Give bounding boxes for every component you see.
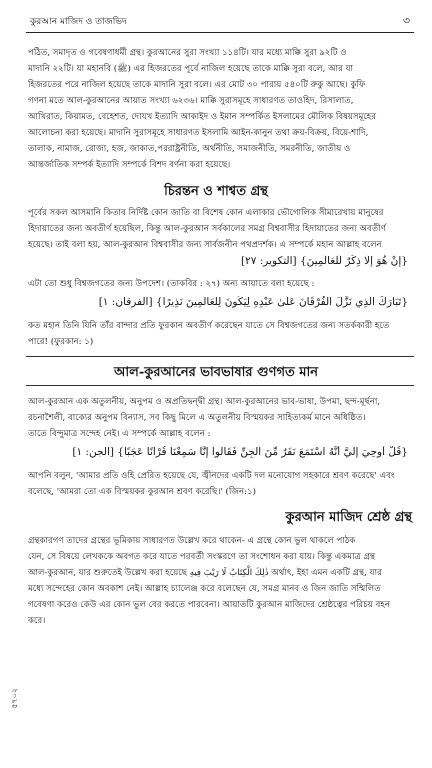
- body-line: করে।: [28, 616, 46, 626]
- intro-line: আখিরাত, কিয়ামত, বেহেশত, দোযখ ইত্যাদি আকাইদ ও ইমান সম্পর্কিত ইসলামের মৌলিক বিষয়সমূহের: [28, 112, 377, 122]
- margin-code: ৫৭০২: [10, 688, 19, 709]
- section-heading: কুরআন মাজিদ শ্রেষ্ঠ গ্রন্থ: [285, 510, 412, 525]
- running-header-title: কুরআন মাজিদ ও তাজভিদ: [30, 17, 127, 27]
- body-line: বলেছে, 'আমরা তো এক বিস্ময়কর কুরআন শ্রবণ করেছি।' (জিন:১): [28, 487, 256, 497]
- section-heading: চিরন্তন ও শাশ্বত গ্রন্থ: [164, 184, 268, 199]
- arabic-verse: {قُلْ أُوحِيَ إِلَيَّ أَنَّهُ اسْتَمَعَ نَفَرٌ مِّنَ الْجِنِّ فَقَالُوا إِنَّا سَمِعْنَا قُرْآنًا عَجَبًا} [الجن: ١]: [72, 446, 408, 458]
- intro-line: পঠিত, সমাদৃত ও গবেষণাধর্মী গ্রন্থ। কুরআনের সুরা সংখ্যা ১১৪টি। যার মধ্যে মাক্কি সুরা ৯২টি ও: [28, 48, 347, 58]
- body-line: গবেষণা করেও কেউ এর কোন ভুল বের করতে পারবেনা। আয়াতটি কুরআন মাজিদের শ্রেষ্ঠত্বের পরিচয় বহন: [28, 600, 390, 610]
- section-heading: আল-কুরআনের ভাবভাষার গুণগত মান: [113, 365, 319, 380]
- intro-line: তালাক, নামাজ, রোজা, হজ, জাকাত,পররাষ্ট্রনীতি, অর্থনীতি, সমাজনীতি, সমরনীতি, জাতীয় ও: [28, 144, 351, 154]
- body-line: আপনি বলুন, 'আমার প্রতি ওহি প্রেরিত হয়েছে যে, জ্বীনদের একটি দল মনোযোগ সহকারে শ্রবণ করেছে' এবং: [28, 471, 395, 481]
- body-line: কত মহান তিনি যিনি তাঁর বান্দার প্রতি ফুরকান অবতীর্ণ করেছেন যাতে সে বিশ্বজগতের জন্য সতর্ককারী হতে: [28, 321, 390, 331]
- body-line: পূর্বের সকল আসমানি কিতাব নির্দিষ্ট কোন জাতি বা বিশেষ কোন এলাকার ভৌগোলিক সীমারেখায় মানুষের: [28, 208, 384, 218]
- intro-line: আন্তর্জাতিক সম্পর্ক ইত্যাদি সম্পর্কে বিশদ বর্ণনা করা হয়েছে।: [28, 160, 231, 170]
- body-line: এটা তো শুধু বিশ্বজগতের জন্য উপদেশ। (তাকবির : ২৭) অন্য আয়াতে বলা হয়েছে :: [28, 279, 315, 289]
- body-line: হয়েছে। তাই বলা হয়, আল-কুরআন বিশ্ববাসীর জন্য সার্বজনীন পথপ্রদর্শক। এ সম্পর্কে মহান আল্লাহ বলেন: [28, 240, 382, 250]
- arabic-verse: {إِنْ هُوَ إِلَّا ذِكْرٌ لِّلْعَالَمِينَ} [التكوير: ٢٧]: [241, 255, 408, 267]
- header-divider: [26, 32, 414, 33]
- arabic-verse: {تَبَارَكَ الَّذِي نَزَّلَ الْفُرْقَانَ عَلَىٰ عَبْدِهِ لِيَكُونَ لِلْعَالَمِينَ نَذِيرًا} [الفرقان: ١]: [98, 296, 408, 308]
- body-line: হিদায়াতের জন্য অবতীর্ণ হয়েছিল, কিন্তু আল-কুরআন সর্বকালের সমগ্র বিশ্ববাসীর হিদায়াতের জন্য অবতীর্ণ: [28, 224, 386, 234]
- body-line: গ্রন্থকারগণ তাদের গ্রন্থের ভূমিকায় সাধারণত উল্লেখ করে থাকেন- এ গ্রন্থে কোন ভুল থাকলে পাঠক: [28, 536, 356, 546]
- body-line: মধ্যে সন্দেহের কোন অবকাশ নেই। আল্লাহ চ্যালেঞ্জ করে বলেছেন যে, সমগ্র মানব ও জিন জাতি সম্মিলিত: [28, 584, 381, 594]
- intro-line: গণনা মতে আল-কুরআনের আয়াত সংখ্যা ৬২৩৬। মাক্কি সুরাসমূহে সাধারণত তাওহিদ, রিসালাত,: [28, 96, 354, 106]
- body-line: তাতে বিন্দুমাত্র সন্দেহ নেই। এ সম্পর্কে আল্লাহ বলেন :: [28, 429, 211, 439]
- body-line: আল-কুরআন, যার শুরুতেই উল্লেখ করা হয়েছে ذٰلِكَ الْكِتَابُ لَا رَيْبَ فِيهِ অর্থাৎ, ইহা এমন একটি গ্রন্থ, যার: [28, 568, 382, 578]
- intro-line: হিজরতের পরে নাজিল হয়েছে তাকে মাদানি সুরা বলে। এর মোট ৩০ পারায় ৫৪০টি রুকু আছে। কুফি: [28, 80, 366, 90]
- page-number: ৩: [402, 14, 410, 27]
- body-line: রচনাশৈলী, বাক্যের অনুপম বিন্যাস, সব কিছু মিলে এ অতুলনীয় বিস্ময়কর সাহিত্যকর্ম মানে অধিষ্ঠিত।: [28, 413, 366, 423]
- intro-line: আলোচনা করা হয়েছে। মাদানি সুরাসমূহে সাধারণত ইসলামি আইন-কানুন তথা ক্রয়-বিক্রয়, বিয়ে-শাদি,: [28, 128, 369, 138]
- intro-line: মাদানি ২২টি। যা মহানবি (ﷺ) এর হিজরতের পূর্বে নাজিল হয়েছে তাকে মাক্কি সুরা বলে, আর যা: [28, 64, 354, 74]
- body-line: আল-কুরআন এক অতুলনীয়, অনুপম ও অপ্রতিদ্বন্দ্বী গ্রন্থ। আল-কুরআনের ভাব-ভাষা, উপমা, ছন্দ-মূর্ছনা,: [28, 397, 381, 407]
- body-line: পারে! (ফুরকান: ১): [28, 337, 94, 347]
- section-divider: [26, 385, 414, 386]
- body-line: যেন, সে বিষয়ে লেখককে অবগত করে যাতে পরবর্তী সংস্করণে তা সংশোধন করা যায়। কিন্তু একমাত্র গ্রন্থ: [28, 552, 376, 562]
- section-divider: [26, 356, 414, 357]
